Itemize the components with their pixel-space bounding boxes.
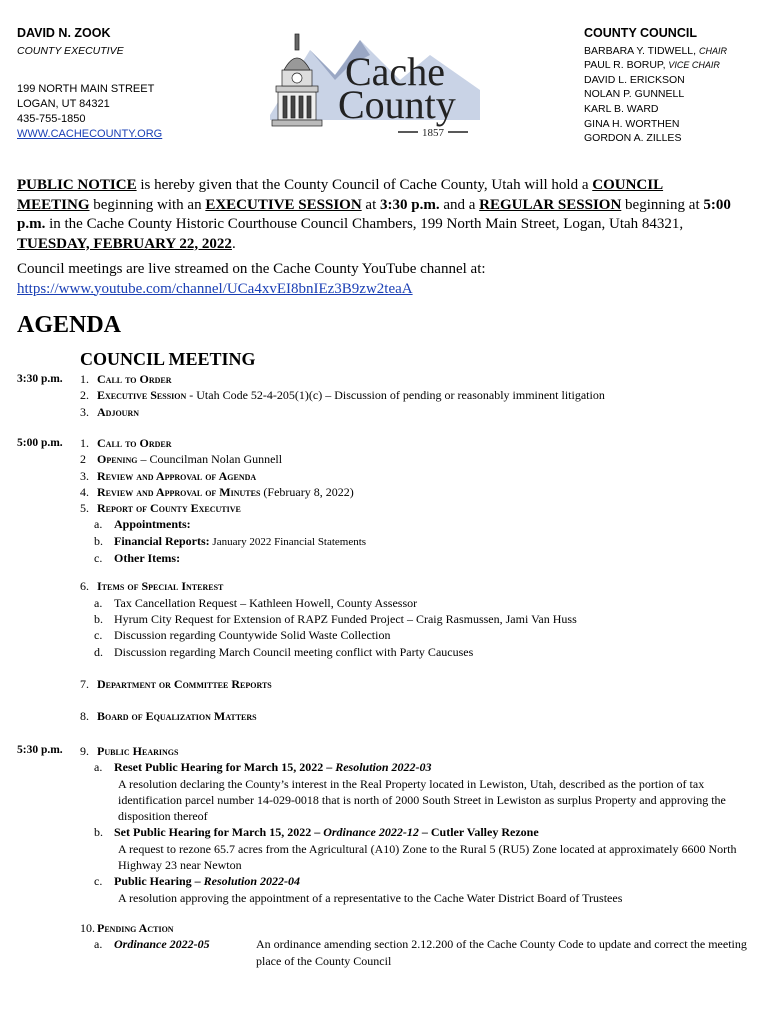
council-title: COUNTY COUNCIL [584,26,697,40]
executive-name: DAVID N. ZOOK [17,26,111,40]
list-item: b. Financial Reports: January 2022 Financial Statements [94,533,367,548]
logo-word-cache: Cache [345,49,445,94]
council-member: GINA H. WORTHEN [584,117,680,130]
phone-number: 435-755-1850 [17,113,86,126]
list-item: 8. Board of Equalization Matters [80,709,257,724]
hearing-description: A resolution approving the appointment of a representative to the Cache Water District Board of Trustees [118,890,623,905]
regular-session-list [80,435,750,724]
list-item: 5. Report of County Executive [80,501,241,516]
council-member: KARL B. WARD [584,102,659,115]
list-item: 10. Pending Action [80,920,174,935]
list-item: 7. Department or Committee Reports [80,676,272,691]
logo-year: 1857 [422,127,444,139]
list-item: a. Appointments: [94,517,191,532]
list-item: 6. Items of Special Interest [80,579,224,594]
council-member: PAUL R. BORUP, VICE CHAIR [584,59,720,72]
agenda-heading: AGENDA [17,312,122,338]
executive-title: COUNTY EXECUTIVE [17,45,124,58]
time-regular: 5:00 p.m. [17,437,63,449]
address-line-2: LOGAN, UT 84321 [17,97,110,110]
list-item: c. Public Hearing – Resolution 2022-04 [94,874,301,889]
executive-session-list [80,371,750,420]
list-item: 2 Opening – Councilman Nolan Gunnell [80,452,283,467]
public-hearings-list [80,743,750,969]
list-item: c. Discussion regarding Countywide Solid Waste Collection [94,628,391,643]
cache-county-logo [250,20,510,140]
council-block [584,26,727,146]
list-item: 3. Review and Approval of Agenda [80,468,257,483]
meeting-heading: COUNCIL MEETING [80,349,256,369]
council-member: GORDON A. ZILLES [584,132,682,145]
council-member: NOLAN P. GUNNELL [584,88,685,101]
livestream-note [17,260,737,299]
council-member: BARBARA Y. TIDWELL, CHAIR [584,44,727,57]
hearing-description: A request to rezone 65.7 acres from the Agricultural (A10) Zone to the Rural 5 (RU5) Zone located at approximately 6600 North Highway 23 near Newton [118,841,737,873]
list-item: a. Reset Public Hearing for March 15, 2022 – Resolution 2022-03 [94,760,432,775]
list-item: 9. Public Hearings [80,744,179,758]
council-member: DAVID L. ERICKSON [584,73,685,86]
executive-block [17,26,162,143]
list-item: 2. Executive Session - Utah Code 52-4-205(1)(c) – Discussion of pending or reasonably imminent litigation [80,388,605,403]
youtube-link[interactable]: https://www.youtube.com/channel/UCa4xvEI8bnIEz3B9zw2teaA [17,280,413,297]
list-item: b. Hyrum City Request for Extension of RAPZ Funded Project – Craig Rasmussen, Jami Van Huss [94,611,577,626]
livestream-text: Council meetings are live streamed on the Cache County YouTube channel at: [17,261,486,277]
list-item: 1. Call to Order [80,372,172,386]
list-item: a. Tax Cancellation Request – Kathleen Howell, County Assessor [94,595,418,610]
list-item: 4. Review and Approval of Minutes (February 8, 2022) [80,484,354,499]
list-item: d. Discussion regarding March Council meeting conflict with Party Caucuses [94,644,474,659]
logo-word-county: County [338,82,456,127]
website-link[interactable]: WWW.CACHECOUNTY.ORG [17,128,163,141]
list-item: c. Other Items: [94,551,181,566]
address-line-1: 199 NORTH MAIN STREET [17,82,155,95]
time-executive: 3:30 p.m. [17,373,63,385]
list-item: 3. Adjourn [80,404,139,419]
list-item: b. Set Public Hearing for March 15, 2022 – Ordinance 2022-12 – Cutler Valley Rezone [94,825,539,840]
list-item: a. Ordinance 2022-05 An ordinance amending section 2.12.200 of the Cache County Code to update and correct the meeting place of the County Council [94,937,747,968]
hearing-description: A resolution declaring the County’s interest in the Real Property located in Lewiston, Utah, described as the portion of tax identification parcel number 14-029-0018 that is north of 2000 South Street in Lewiston as surplus Property and approving the disposition thereof [118,776,726,824]
public-notice: PUBLIC NOTICE is hereby given that the County Council of Cache County, Utah will hold a COUNCIL MEETING beginning with an EXECUTIVE SESSION at 3:30 p.m. and a REGULAR SESSION beginning at 5:00 p.m. in the Cache County Historic Courthouse Council Chambers, 199 North Main Street, Logan, Utah 84321, TUESDAY, FEBRUARY 22, 2022. [17,177,731,252]
time-hearings: 5:30 p.m. [17,744,63,756]
list-item: 1. Call to Order [80,436,172,450]
